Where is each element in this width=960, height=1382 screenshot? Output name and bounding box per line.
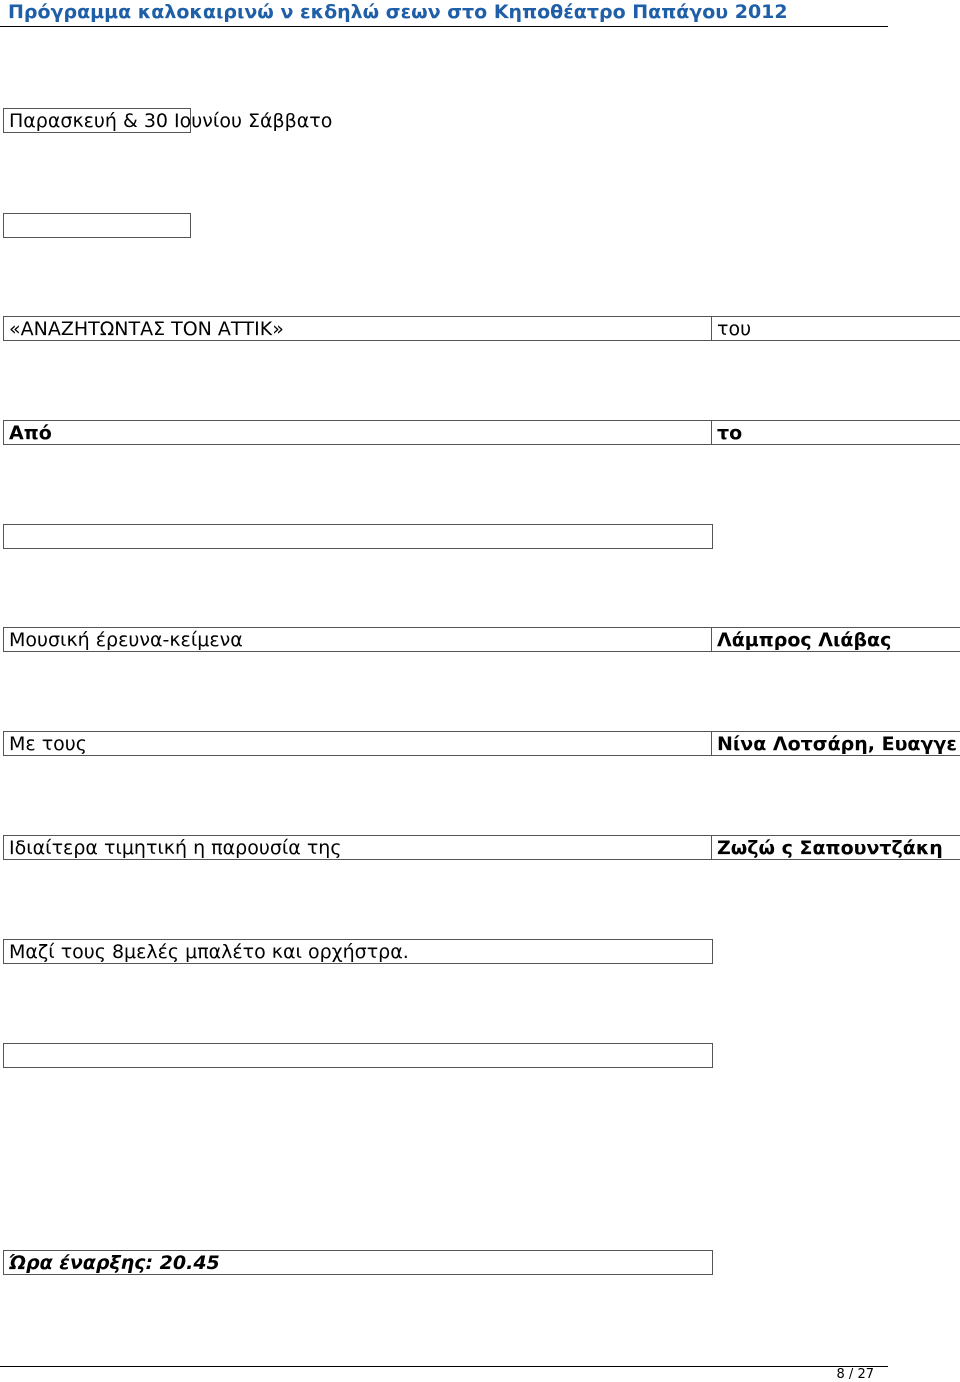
- from-label: Από: [9, 422, 52, 444]
- with-value: Νίνα Λοτσάρη, Ευαγγε: [717, 733, 957, 755]
- with-label: Με τους: [9, 733, 87, 755]
- from-value: το: [717, 422, 743, 444]
- music-research-value: Λάμπρος Λιάβας: [717, 629, 892, 651]
- from-value-cell: [711, 420, 960, 445]
- page-indicator: 8 / 27: [836, 1367, 874, 1382]
- from-label-cell: [3, 420, 713, 445]
- empty-cell-3: [3, 1043, 713, 1068]
- event-date: Παρασκευή & 30 Ιουνίου Σάββατο: [9, 110, 333, 132]
- show-title: «ΑΝΑΖΗΤΩΝΤΑΣ ΤΟΝ ΑΤΤΙΚ»: [9, 318, 284, 340]
- with-label-cell: [3, 731, 713, 756]
- footer-divider: [0, 1366, 888, 1367]
- special-label: Ιδιαίτερα τιμητική η παρουσία της: [9, 837, 342, 859]
- header-divider: [0, 26, 888, 27]
- empty-cell-1: [3, 213, 191, 238]
- document-title: Πρόγραμμα καλοκαιρινώ ν εκδηλώ σεων στο Κηποθέατρο Παπάγου 2012: [8, 1, 788, 23]
- show-title-suffix: του: [717, 318, 752, 340]
- start-time: Ώρα έναρξης: 20.45: [9, 1252, 220, 1274]
- empty-cell-2: [3, 524, 713, 549]
- together-line: Μαζί τους 8μελές μπαλέτο και ορχήστρα.: [9, 941, 409, 963]
- music-research-label: Μουσική έρευνα-κείμενα: [9, 629, 243, 651]
- special-value: Ζωζώ ς Σαπουντζάκη: [717, 837, 943, 859]
